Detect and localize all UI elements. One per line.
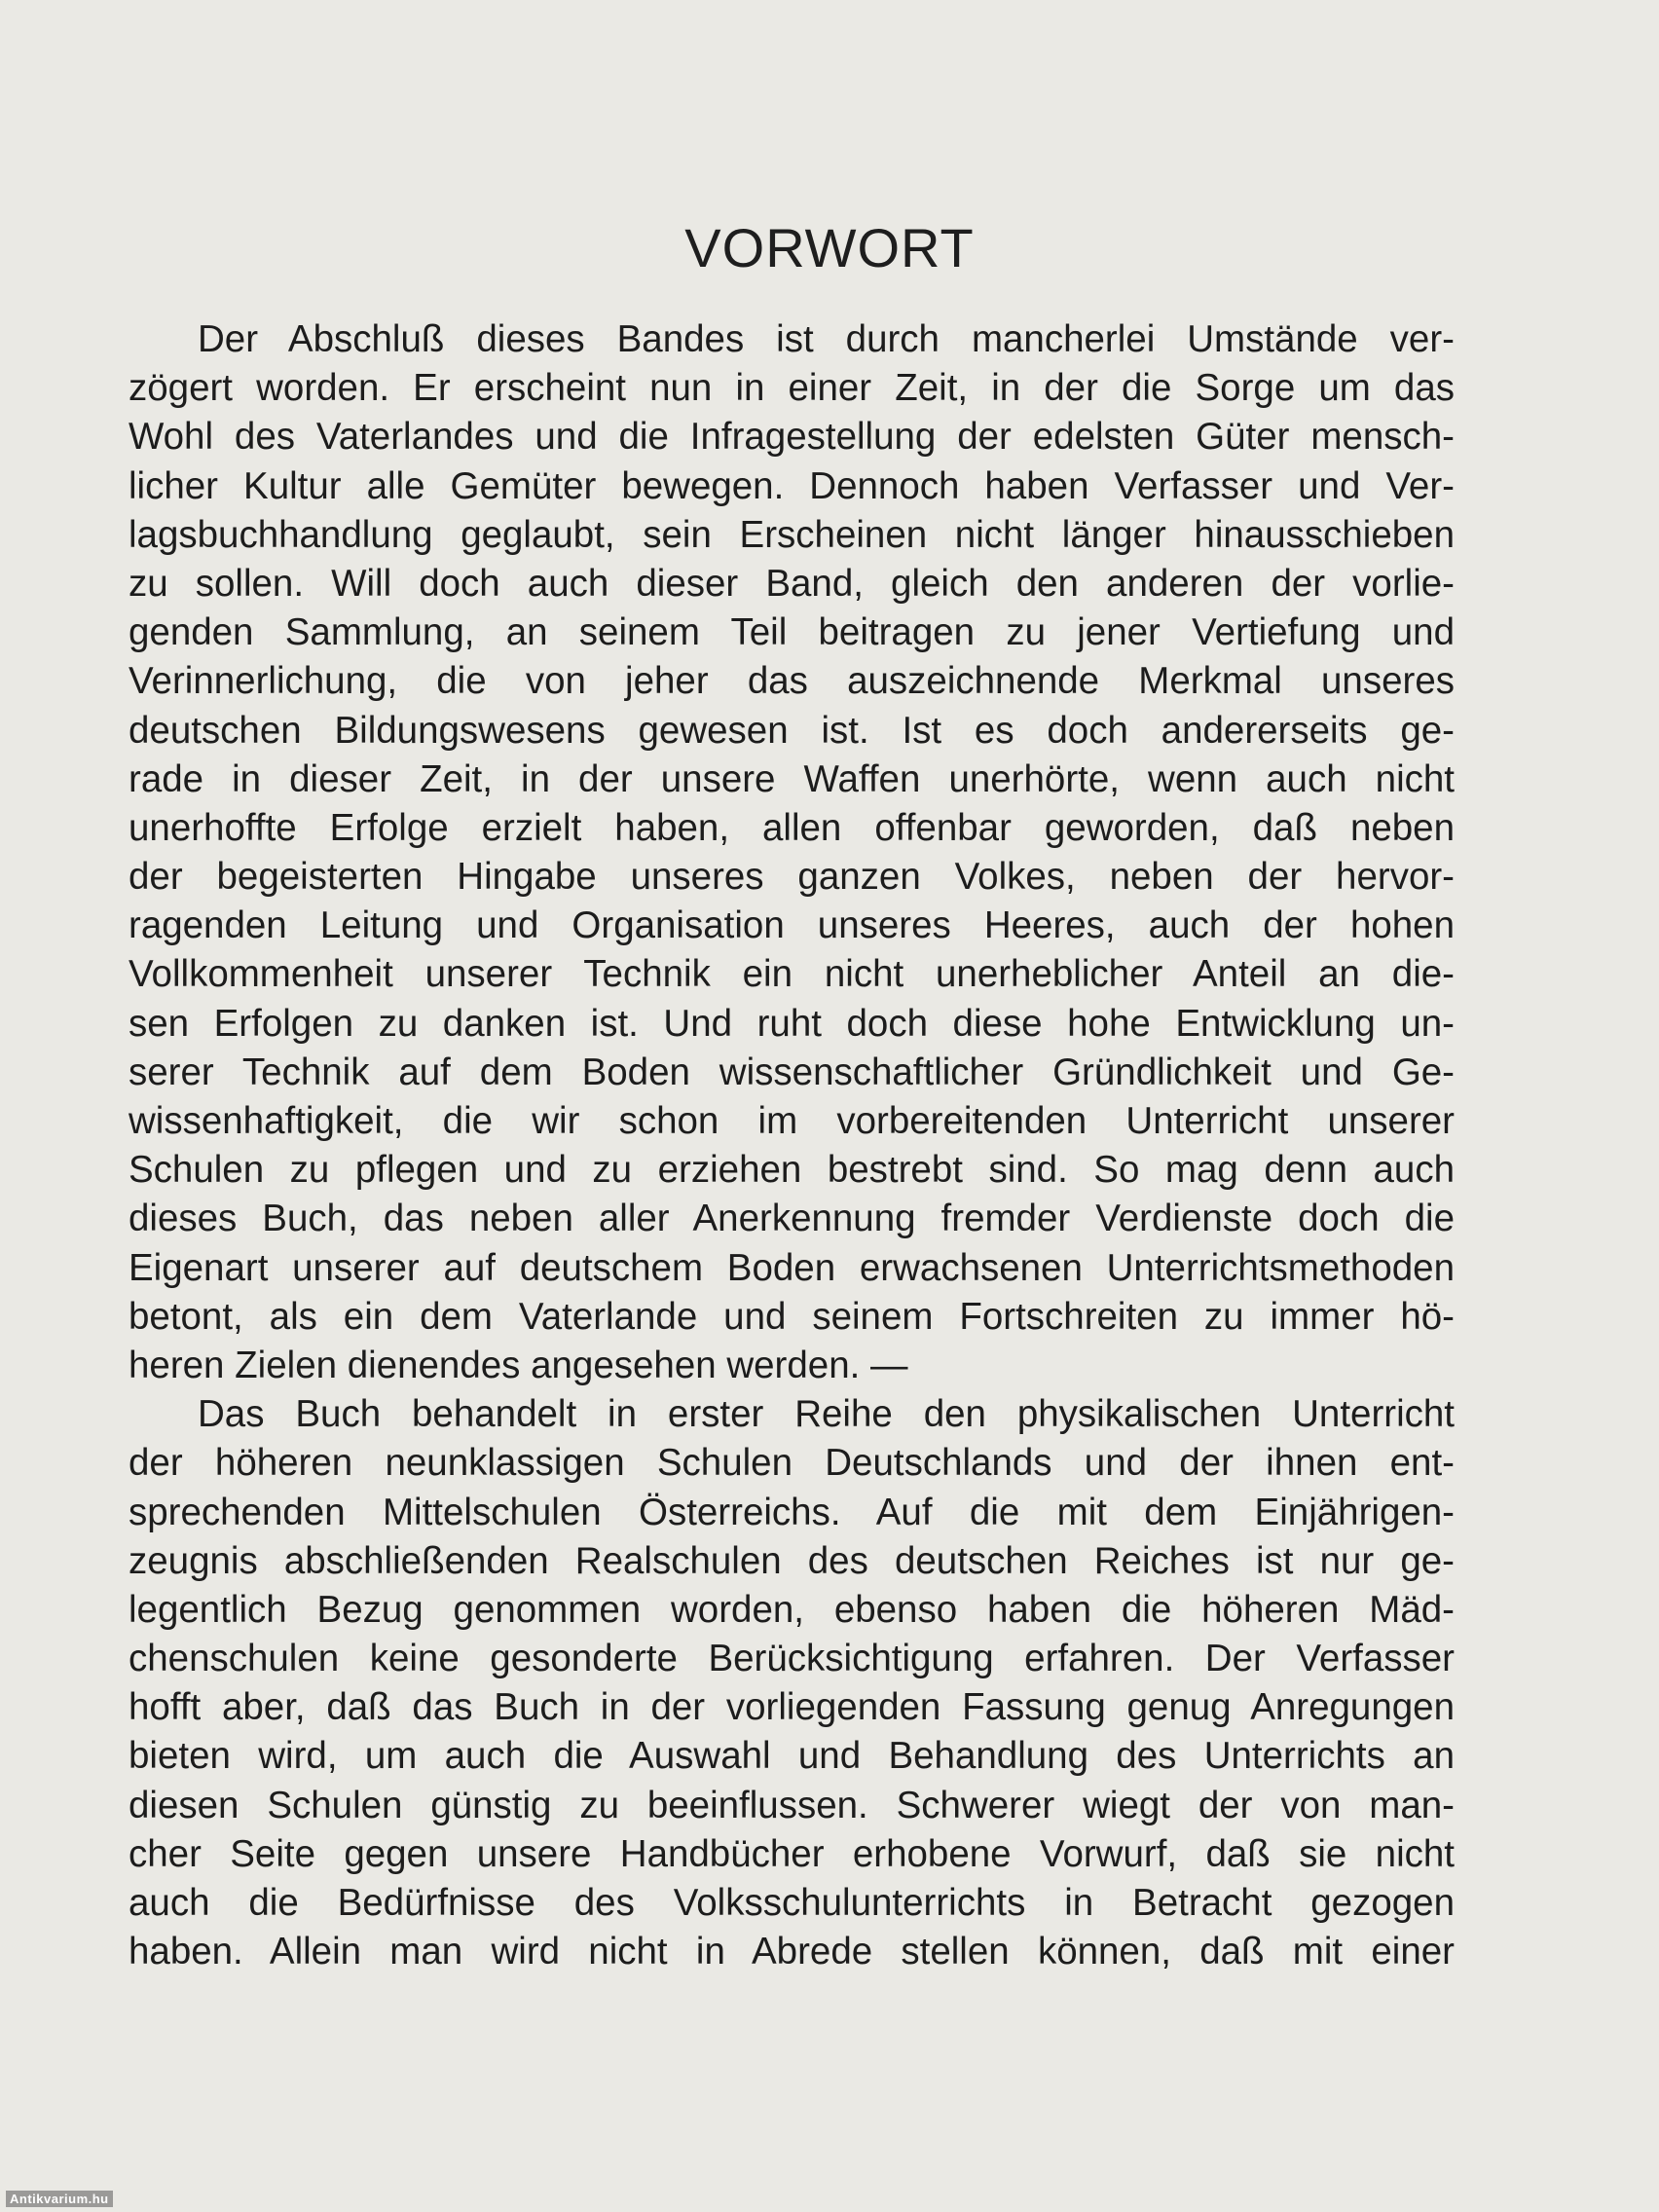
text-line: deutschen Bildungswesens gewesen ist. Ist es doch andererseits ge- — [129, 709, 1455, 752]
text-line: unerhoffte Erfolge erzielt haben, allen offenbar geworden, daß neben — [129, 806, 1455, 849]
text-line: Der Abschluß dieses Bandes ist durch mancherlei Umstände ver- — [198, 318, 1455, 360]
text-line: zeugnis abschließenden Realschulen des deutschen Reiches ist nur ge- — [129, 1539, 1455, 1582]
text-line: auch die Bedürfnisse des Volksschulunterrichts in Betracht gezogen — [129, 1882, 1455, 1924]
text-line: chenschulen keine gesonderte Berücksichtigung erfahren. Der Verfasser — [129, 1638, 1455, 1680]
watermark: Antikvarium.hu — [6, 2191, 113, 2207]
text-line: Verinnerlichung, die von jeher das auszeichnende Merkmal unseres — [129, 660, 1455, 703]
text-line: legentlich Bezug genommen worden, ebenso haben die höheren Mäd- — [129, 1588, 1455, 1631]
text-line: sprechenden Mittelschulen Österreichs. Auf die mit dem Einjährigen- — [129, 1491, 1455, 1533]
text-line: cher Seite gegen unsere Handbücher erhobene Vorwurf, daß sie nicht — [129, 1832, 1455, 1875]
text-line: heren Zielen dienendes angesehen werden. — — [129, 1344, 908, 1386]
text-line: rade in dieser Zeit, in der unsere Waffen unerhörte, wenn auch nicht — [129, 757, 1455, 800]
text-line: Wohl des Vaterlandes und die Infragestellung der edelsten Güter mensch- — [129, 416, 1455, 459]
page-title: VORWORT — [684, 217, 975, 278]
text-line: lagsbuchhandlung geglaubt, sein Erscheinen nicht länger hinausschieben — [129, 513, 1455, 556]
text-line: sen Erfolgen zu danken ist. Und ruht doch diese hohe Entwicklung un- — [129, 1002, 1455, 1045]
text-line: haben. Allein man wird nicht in Abrede stellen können, daß mit einer — [129, 1931, 1455, 1973]
text-line: wissenhaftigkeit, die wir schon im vorbereitenden Unterricht unserer — [129, 1100, 1455, 1142]
text-line: zu sollen. Will doch auch dieser Band, gleich den anderen der vorlie- — [129, 562, 1455, 605]
text-line: serer Technik auf dem Boden wissenschaftlicher Gründlichkeit und Ge- — [129, 1051, 1455, 1093]
text-line: Schulen zu pflegen und zu erziehen bestrebt sind. So mag denn auch — [129, 1149, 1455, 1192]
text-line: der höheren neunklassigen Schulen Deutschlands und der ihnen ent- — [129, 1442, 1455, 1485]
text-line: ragenden Leitung und Organisation unseres Heeres, auch der hohen — [129, 904, 1455, 947]
text-line: Eigenart unserer auf deutschem Boden erwachsenen Unterrichtsmethoden — [129, 1246, 1455, 1289]
text-line: der begeisterten Hingabe unseres ganzen Volkes, neben der hervor- — [129, 856, 1455, 899]
text-line: bieten wird, um auch die Auswahl und Behandlung des Unterrichts an — [129, 1735, 1455, 1778]
text-line: genden Sammlung, an seinem Teil beitragen zu jener Vertiefung und — [129, 611, 1455, 654]
text-line: zögert worden. Er erscheint nun in einer Zeit, in der die Sorge um das — [129, 367, 1455, 410]
text-line: betont, als ein dem Vaterlande und seinem Fortschreiten zu immer hö- — [129, 1295, 1455, 1338]
text-line: Das Buch behandelt in erster Reihe den physikalischen Unterricht — [198, 1393, 1455, 1436]
text-line: Vollkommenheit unserer Technik ein nicht unerheblicher Anteil an die- — [129, 953, 1455, 996]
preface-text — [129, 315, 1455, 1976]
text-line: hofft aber, daß das Buch in der vorliegenden Fassung genug Anregungen — [129, 1686, 1455, 1729]
text-line: dieses Buch, das neben aller Anerkennung fremder Verdienste doch die — [129, 1198, 1455, 1240]
text-line: licher Kultur alle Gemüter bewegen. Dennoch haben Verfasser und Ver- — [129, 464, 1455, 507]
text-line: diesen Schulen günstig zu beeinflussen. Schwerer wiegt der von man- — [129, 1784, 1455, 1826]
